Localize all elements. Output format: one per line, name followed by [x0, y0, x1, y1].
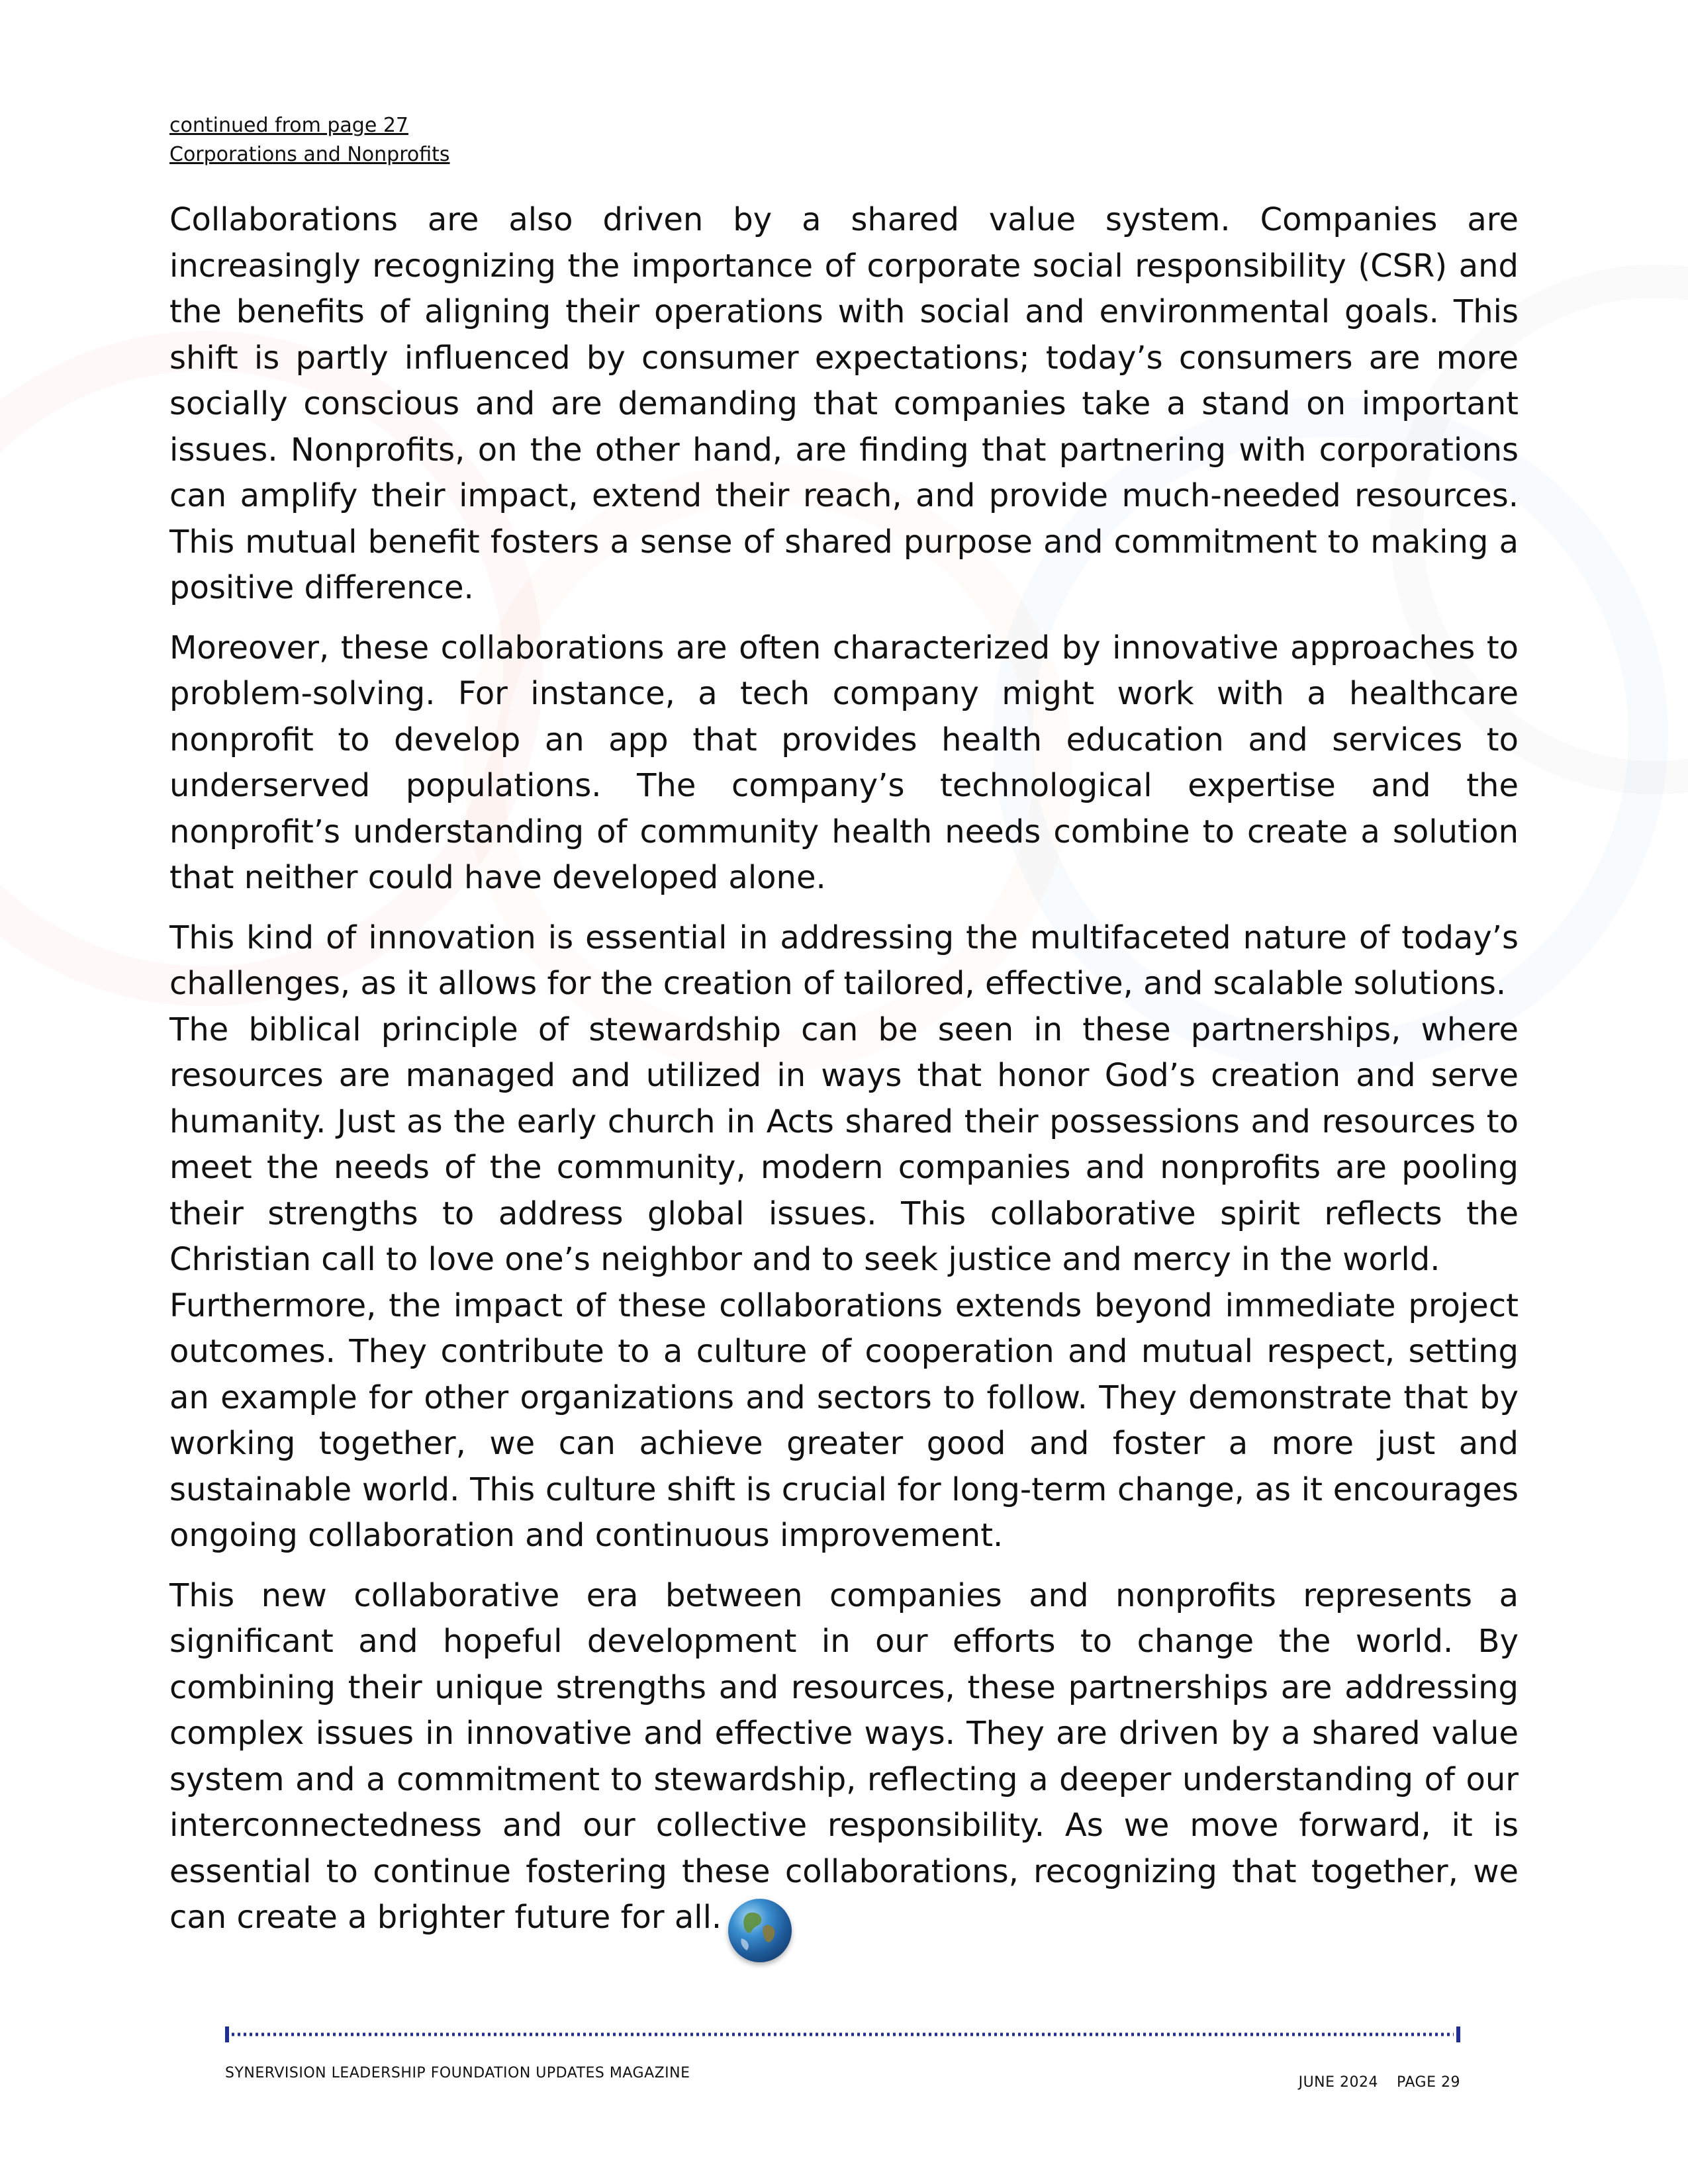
final-paragraph — [169, 1573, 1519, 1963]
footer-page-number: PAGE 29 — [1397, 2074, 1460, 2091]
paragraph: Furthermore, the impact of these collaborations extends beyond immediate project outcomes. They contribute to a culture of cooperation and mutual respect, setting an example for other organizations and sectors to follow. They demonstrate that by working together, we can achieve greater good and foster a more just and sustainable world. This culture shift is crucial for long-term change, as it encourages ongoing collaboration and continuous improvement. — [169, 1287, 1519, 1554]
final-paragraph-text: This new collaborative era between companies and nonprofits represents a significant and hopeful development in our efforts to change the world. By combining their unique strengths and resources, these partnerships are addressing complex issues in innovative and effective ways. They are driven by a shared value system and a commitment to stewardship, reflecting a deeper understanding of our interconnectedness and our collective responsibility. As we move forward, it is essential to continue fostering these collaborations, recognizing that together, we can create a brighter future for all. — [169, 1576, 1519, 1936]
paragraph: Collaborations are also driven by a shared value system. Companies are increasingly recognizing the importance of corporate social responsibility (CSR) and the benefits of aligning their operations with social and environmental goals. This shift is partly influenced by consumer expectations; today’s consumers are more socially conscious and are demanding that companies take a stand on important issues. Nonprofits, on the other hand, are finding that partnering with corporations can amplify their impact, extend their reach, and provide much-needed resources. This mutual benefit fosters a sense of shared purpose and commitment to making a positive difference. — [169, 201, 1519, 606]
footer-date-page — [1299, 2074, 1460, 2091]
paragraph: Moreover, these collaborations are often characterized by innovative approaches to problem-solving. For instance, a tech company might work with a healthcare nonprofit to develop an app that provides health education and services to underserved populations. The company’s technological expertise and the nonprofit’s understanding of community health needs combine to create a solution that neither could have developed alone. — [169, 629, 1519, 896]
globe-icon — [728, 1899, 792, 1962]
paragraph: The biblical principle of stewardship can be seen in these partnerships, where resources are managed and utilized in ways that honor God’s creation and serve humanity. Just as the early church in Acts shared their possessions and resources to meet the needs of the community, modern companies and nonprofits are pooling their strengths to address global issues. This collaborative spirit reflects the Christian call to love one’s neighbor and to seek justice and mercy in the world. — [169, 1011, 1519, 1278]
footer-divider — [225, 2025, 1460, 2044]
paragraph: This kind of innovation is essential in addressing the multifaceted nature of today’s challenges, as it allows for the creation of tailored, effective, and scalable solutions. — [169, 919, 1519, 1002]
footer-date: JUNE 2024 — [1298, 2074, 1379, 2091]
section-title-link[interactable]: Corporations and Nonprofits — [169, 143, 450, 166]
continued-from-link[interactable]: continued from page 27 — [169, 114, 409, 137]
article-body — [169, 197, 1519, 1976]
footer-magazine-title: SYNERVISION LEADERSHIP FOUNDATION UPDATES MAGAZINE — [225, 2065, 690, 2081]
continued-note — [169, 111, 450, 169]
